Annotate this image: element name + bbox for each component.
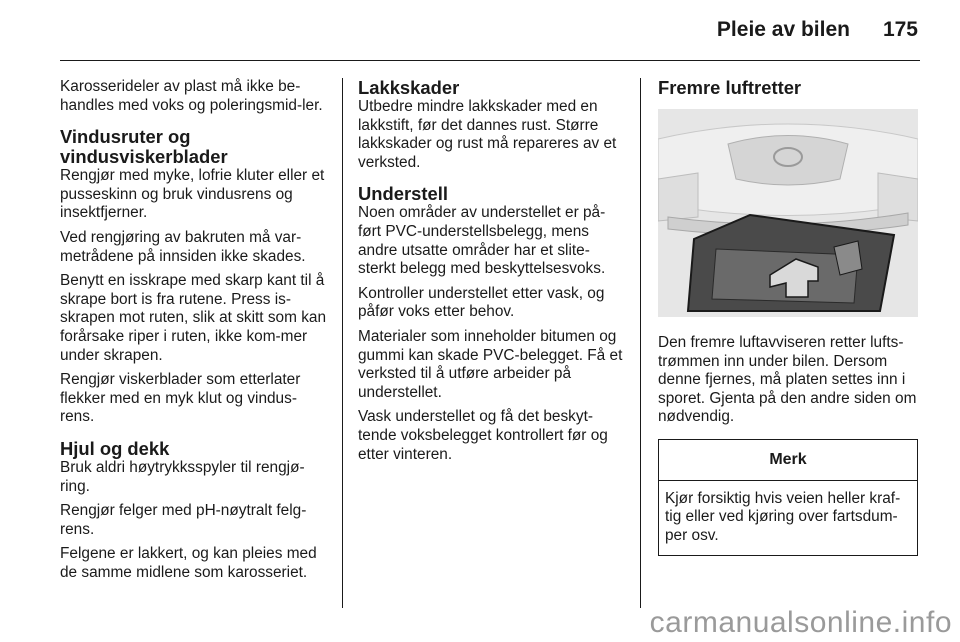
note-title: Merk xyxy=(659,440,917,481)
paragraph: Den fremre luftavviseren retter lufts-trømmen inn under bilen. Dersom denne fjernes, må platen settes inn i sporet. Gjenta på den andre siden om nødvendig. xyxy=(658,334,917,426)
watermark: carmanualsonline.info xyxy=(649,606,952,639)
column-3 xyxy=(658,78,920,556)
chapter-title: Pleie av bilen xyxy=(716,18,850,41)
paragraph: Materialer som inneholder bitumen og gummi kan skade PVC-belegget. Få et verksted til å utføre arbeider på understellet. xyxy=(358,327,623,401)
paragraph: Noen områder av understellet er på-ført PVC-understellsbelegg, mens andre utsatte områder har et slite-sterkt belegg med beskyttelsesvoks. xyxy=(358,204,606,278)
column-2 xyxy=(358,78,626,470)
paragraph: Kontroller understellet etter vask, og påfør voks etter behov. xyxy=(358,284,605,321)
paragraph: Bruk aldri høytrykksspyler til rengjø-ring. xyxy=(60,458,305,495)
paragraph: Ved rengjøring av bakruten må var-metrådene på innsiden ikke skades. xyxy=(60,228,306,265)
note-text: Kjør forsiktig hvis veien heller kraf-tig eller ved kjøring over fartsdum-per osv. xyxy=(665,489,901,544)
paragraph: Vask understellet og få det beskyt-tende voksbelegget kontrollert før og etter vinteren. xyxy=(358,408,608,463)
heading-underbody: Understell xyxy=(358,183,448,205)
heading-paint-damage: Lakkskader xyxy=(358,77,460,98)
heading-front-air-deflector: Fremre luftretter xyxy=(658,77,802,98)
paragraph: Rengjør med myke, lofrie kluter eller et pusseskinn og bruk vindusrens og insektfjerner. xyxy=(60,167,325,222)
note-box xyxy=(658,439,918,556)
paragraph: Utbedre mindre lakkskader med en lakkstift, før det dannes rust. Større lakkskader og rust må repareres av et verksted. xyxy=(358,98,617,171)
column-divider-2 xyxy=(640,78,641,608)
page-number: 175 xyxy=(882,18,918,41)
page-header xyxy=(0,0,960,60)
column-divider-1 xyxy=(342,78,343,608)
paragraph: Rengjør viskerblader som etterlater flekker med en myk klut og vindus-rens. xyxy=(60,371,301,426)
header-rule xyxy=(60,60,920,61)
column-1 xyxy=(60,78,328,588)
heading-wheels-tyres: Hjul og dekk xyxy=(60,437,170,459)
paragraph: Felgene er lakkert, og kan pleies med de samme midlene som karosseriet. xyxy=(60,545,317,581)
paragraph: Benytt en isskrape med skarp kant til å skrape bort is fra rutene. Press is-skrapen mot ruten, slik at skitt som kan forårsake riper i ruten, ikke kom-mer under skrapen. xyxy=(60,272,327,364)
heading-windows-wipers: Vindusruter og vindusviskerblader xyxy=(60,126,228,168)
intro-paragraph: Karosserideler av plast må ikke be-handles med voks og poleringsmid-ler. xyxy=(60,78,323,114)
paragraph: Rengjør felger med pH-nøytralt felg-rens. xyxy=(60,502,307,538)
air-deflector-illustration xyxy=(658,109,918,317)
